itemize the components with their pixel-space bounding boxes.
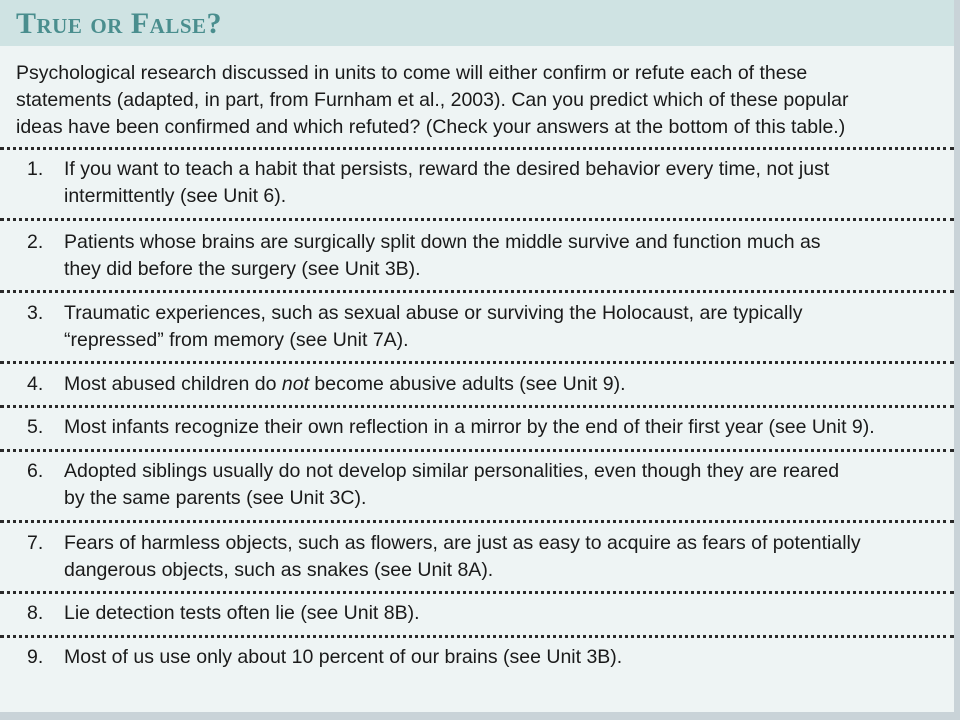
item-text: If you want to teach a habit that persists, reward the desired behavior every time, not just intermittently (see Unit 6). [64, 158, 830, 207]
item-number: 2. [27, 231, 44, 253]
item-number: 9. [27, 646, 44, 668]
dotted-divider [0, 361, 954, 364]
intro-paragraph: Psychological research discussed in units to come will either confirm or refute each of these statements (adapted, in part, from Furnham et al., 2003). Can you predict which of these popular ideas have been confirmed and which refuted? (Check your answers at the bottom of this table.) [16, 62, 849, 138]
item-text: Traumatic experiences, such as sexual abuse or surviving the Holocaust, are typically “repressed” from memory (see Unit 7A). [64, 302, 803, 351]
dotted-divider [0, 591, 954, 594]
dotted-divider [0, 290, 954, 293]
item-text: Most of us use only about 10 percent of our brains (see Unit 3B). [64, 646, 623, 668]
item-text [64, 371, 954, 398]
item-text: Most infants recognize their own reflection in a mirror by the end of their first year (see Unit 9). [64, 416, 875, 438]
item-number: 4. [27, 373, 44, 395]
dotted-divider [0, 405, 954, 408]
item-number: 3. [27, 302, 44, 324]
item-text-start: Most abused children do [64, 373, 282, 395]
dotted-divider [0, 635, 954, 638]
item-text: Lie detection tests often lie (see Unit 8B). [64, 602, 420, 624]
item-number: 7. [27, 532, 44, 554]
item-text: Adopted siblings usually do not develop similar personalities, even though they are reared by the same parents (see Unit 3C). [64, 460, 840, 509]
item-number: 6. [27, 460, 44, 482]
item-text: Fears of harmless objects, such as flowers, are just as easy to acquire as fears of potentially dangerous objects, such as snakes (see Unit 8A). [64, 532, 861, 581]
item-number: 8. [27, 602, 44, 624]
title-bar [0, 0, 954, 46]
item-text-emphasis: not [281, 373, 309, 395]
dotted-divider [0, 520, 954, 523]
dotted-divider [0, 218, 954, 221]
dotted-divider [0, 147, 954, 150]
item-number: 5. [27, 416, 44, 438]
table-title: True or False? [16, 7, 223, 40]
item-number: 1. [27, 158, 44, 180]
item-text: Patients whose brains are surgically split down the middle survive and function much as they did before the surgery (see Unit 3B). [64, 231, 821, 280]
item-text-end: become abusive adults (see Unit 9). [309, 373, 626, 395]
dotted-divider [0, 449, 954, 452]
